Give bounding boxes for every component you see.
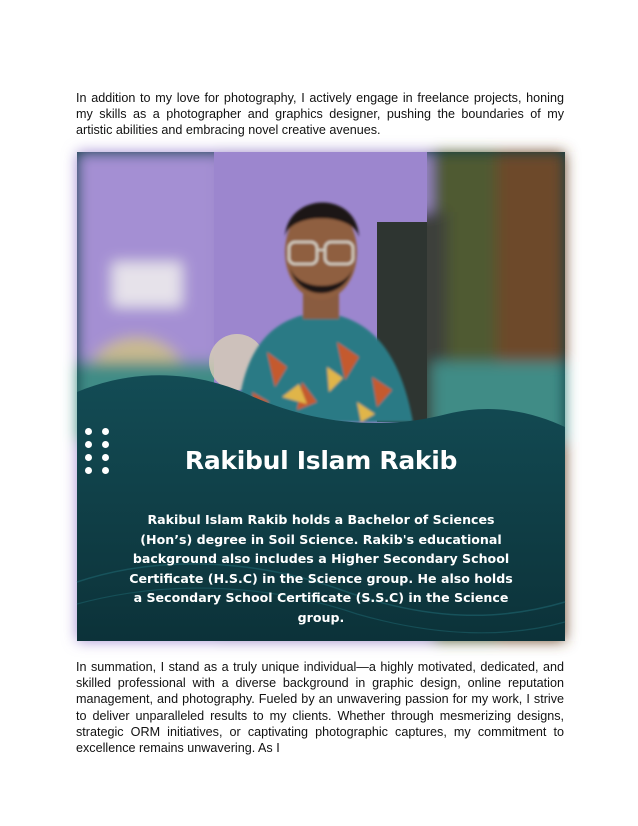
summary-paragraph: In summation, I stand as a truly unique individual—a highly motivated, dedicated, and skilled professional with a diverse background in graphic design, online reputation management, and photography. Fueled by an unwavering passion for my work, I strive to deliver unparalleled results to my clients. Whether through mesmerizing designs, strategic ORM initiatives, or captivating photographic captures, my commitment to excellence remains unwavering. As I <box>76 660 564 756</box>
intro-paragraph: In addition to my love for photography, I actively engage in freelance projects, honing my skills as a photographer and graphics designer, pushing the boundaries of my artistic abilities and embracing novel creative avenues. <box>76 91 564 138</box>
banner-bio: Rakibul Islam Rakib holds a Bachelor of Sciences (Hon’s) degree in Soil Science. Rakib's educational background also includes a Higher Secondary School Certificate (H.S.C) in the Science group. He also holds a Secondary School Certificate (S.S.C) in the Science group. <box>129 512 513 625</box>
profile-banner <box>77 152 565 641</box>
banner-name: Rakibul Islam Rakib <box>184 446 458 475</box>
